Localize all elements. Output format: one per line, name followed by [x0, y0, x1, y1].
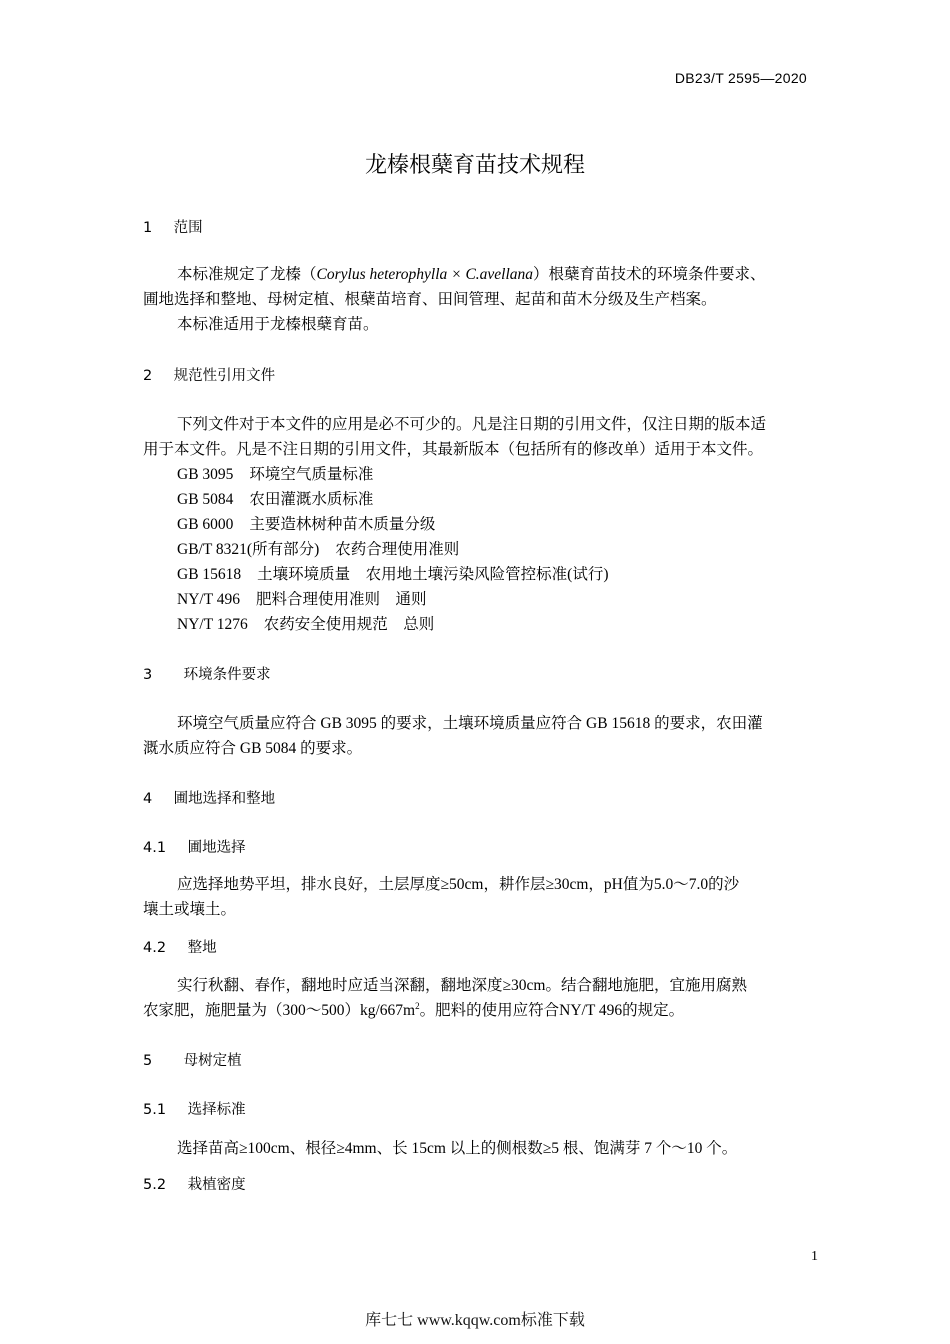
reference-code: GB 6000: [177, 516, 234, 533]
land-preparation-line2: 农家肥，施肥量为$(300\sim 500)kg/667m^2$。肥料的使用应符合NY/T 496的规定。: [143, 1000, 685, 1019]
section-title: 规范性引用文件: [173, 368, 276, 384]
section-title: 整地: [187, 940, 217, 956]
section-title: 圃地选择和整地: [173, 791, 276, 807]
section-number: 4.2: [143, 940, 167, 956]
references-intro-line1: 下列文件对于本文件的应用是必不可少的。凡是注日期的引用文件，仅注日期的版本适: [177, 416, 767, 433]
reference-title: 肥料合理使用准则 通则: [256, 591, 427, 608]
section-4-2-heading: [143, 936, 217, 957]
reference-code: GB 3095: [177, 466, 234, 483]
section-number: 4: [143, 791, 153, 807]
page-number: 1: [811, 1249, 818, 1264]
reference-code: GB 15618: [177, 566, 242, 583]
reference-item: [177, 462, 373, 484]
section-number: 5: [143, 1053, 153, 1069]
document-title: 龙榛根蘖育苗技术规程: [364, 153, 585, 178]
section-number: 5.2: [143, 1177, 167, 1193]
section-1-heading: [143, 216, 203, 237]
section-5-heading: [143, 1049, 242, 1070]
reference-item: [177, 587, 427, 609]
reference-title: 农田灌溉水质标准: [249, 491, 374, 508]
reference-item: [177, 487, 373, 509]
section-title: 环境条件要求: [183, 667, 271, 683]
reference-code: NY/T 1276: [177, 616, 248, 633]
latin-species-name: Corylus heterophylla × C.avellana: [316, 266, 534, 283]
selection-criteria-line1: 选择苗高≥100cm、根径≥4mm、长 15cm 以上的侧根数≥5 根、饱满芽 7 个～10 个。: [177, 1140, 738, 1157]
reference-item: [177, 612, 434, 634]
scope-paragraph-line1: 本标准规定了龙榛（Corylus heterophylla × C.avellana）根蘖育苗技术的环境条件要求、: [177, 266, 766, 283]
section-number: 3: [143, 667, 153, 683]
section-number: 4.1: [143, 840, 167, 856]
section-title: 范围: [173, 220, 203, 236]
reference-title: 农药合理使用准则: [335, 541, 460, 558]
reference-code: GB 5084: [177, 491, 234, 508]
reference-item: [177, 562, 609, 584]
section-2-heading: [143, 364, 275, 385]
section-title: 栽植密度: [187, 1177, 246, 1193]
reference-title: 农药安全使用规范 总则: [263, 616, 435, 633]
section-title: 圃地选择: [187, 840, 246, 856]
section-number: 2: [143, 368, 153, 384]
section-5-2-heading: [143, 1173, 246, 1194]
section-3-heading: [143, 663, 271, 684]
section-title: 母树定植: [183, 1053, 242, 1069]
environment-paragraph-line1: 环境空气质量应符合 GB 3095 的要求，土壤环境质量应符合 GB 15618 的要求，农田灌: [177, 715, 763, 732]
reference-item: [177, 512, 435, 534]
scope-paragraph-2: 本标准适用于龙榛根蘖育苗。: [177, 316, 379, 333]
section-5-1-heading: [143, 1098, 246, 1119]
nursery-selection-line2: 壤土或壤土。: [143, 901, 237, 918]
standard-code: DB23/T 2595—2020: [674, 70, 807, 86]
section-4-heading: [143, 787, 275, 808]
reference-title: 土壤环境质量 农用地土壤污染风险管控标准(试行): [257, 566, 609, 583]
reference-item: [177, 537, 459, 559]
reference-title: 主要造林树种苗木质量分级: [249, 516, 436, 533]
reference-code: NY/T 496: [177, 591, 241, 608]
land-preparation-line1: 实行秋翻、春作，翻地时应适当深翻，翻地深度≥30cm。结合翻地施肥，宜施用腐熟: [177, 977, 747, 994]
environment-paragraph-line2: 溉水质应符合 GB 5084 的要求。: [143, 740, 363, 757]
section-number: 5.1: [143, 1102, 167, 1118]
scope-paragraph-line2: 圃地选择和整地、母树定植、根蘖苗培育、田间管理、起苗和苗木分级及生产档案。: [143, 291, 717, 308]
section-title: 选择标准: [187, 1102, 246, 1118]
reference-title: 环境空气质量标准: [249, 466, 374, 483]
section-number: 1: [143, 220, 153, 236]
reference-code: GB/T 8321(所有部分): [177, 541, 320, 558]
nursery-selection-line1: 应选择地势平坦，排水良好，土层厚度≥50cm，耕作层≥30cm，pH值为5.0～7.0的沙: [177, 876, 740, 893]
footer-watermark: 库七七 www.kqqw.com标准下载: [365, 1312, 585, 1329]
references-intro-line2: 用于本文件。凡是不注日期的引用文件，其最新版本（包括所有的修改单）适用于本文件。: [143, 441, 764, 458]
section-4-1-heading: [143, 836, 246, 857]
